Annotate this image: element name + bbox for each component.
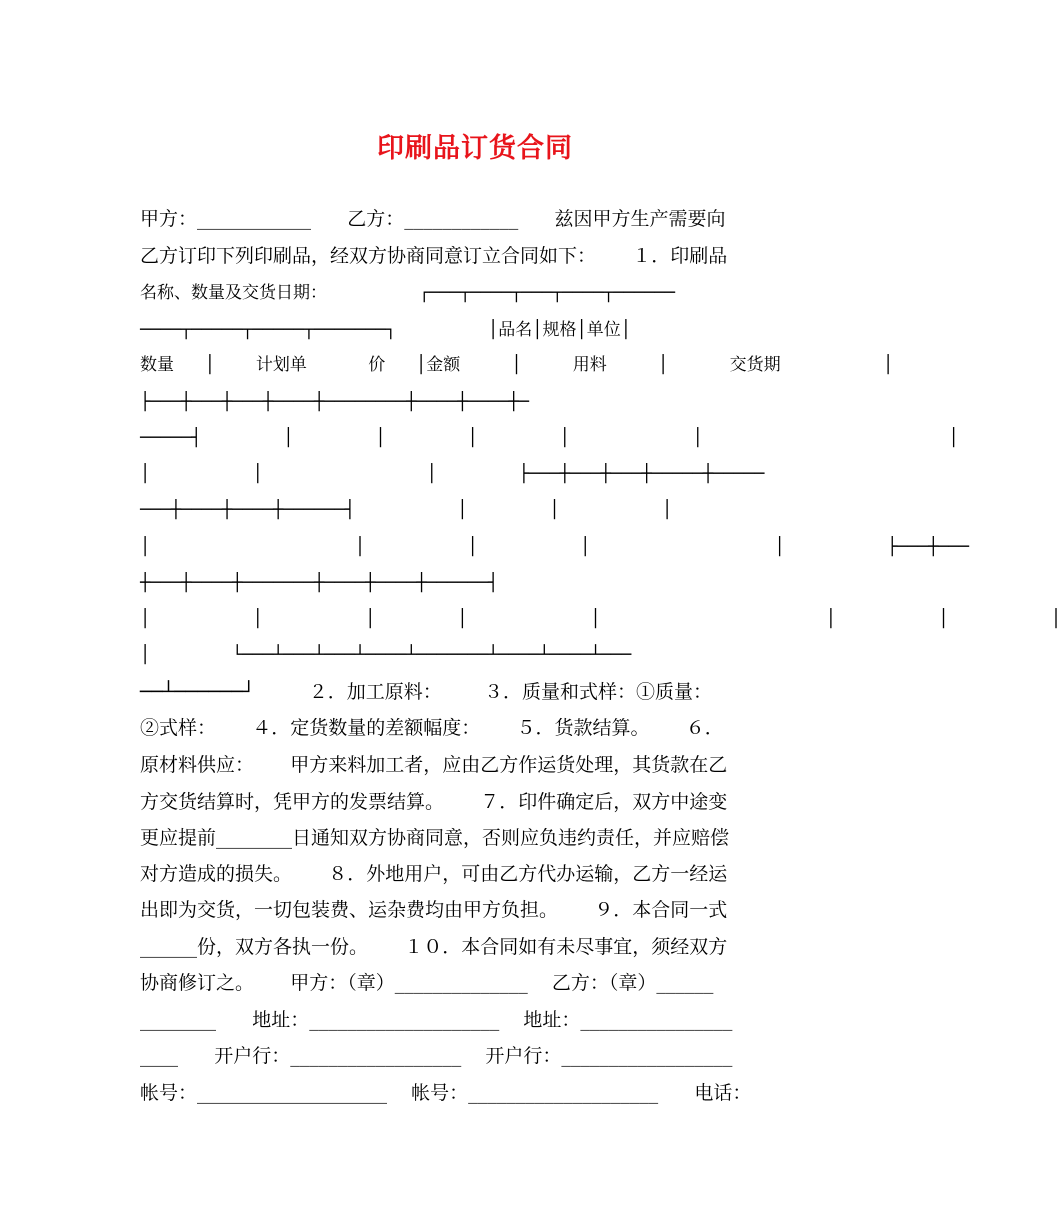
body-line-8: 对方造成的损失。 ８．外地用户，可由乙方代办运输，乙方一经运 (140, 863, 728, 885)
table-line-10: │ │ │ │ │ │ │ │ (140, 609, 1061, 629)
body-line-1: 甲方：____________ 乙方：____________ 兹因甲方生产需要向 (140, 208, 726, 230)
table-line-7: ───┼────┼────┼──────┤ │ │ │ (140, 500, 673, 520)
body-line-9: 出即为交货，一切包装费、运杂费均由甲方负担。 ９．本合同一式 (140, 899, 728, 921)
body-line-2: 乙方订印下列印刷品，经双方协商同意订立合同如下： １．印刷品 (140, 245, 728, 267)
body-line-4: ②式样： ４．定货数量的差额幅度： ５．货款结算。 ６． (140, 717, 724, 739)
body-line-11: 协商修订之。 甲方：（章）______________ 乙方：（章）______ (140, 972, 714, 994)
body-line-3: ──┴──────┘ ２．加工原料： ３．质量和式样：①质量： (140, 681, 713, 703)
table-line-6: │ │ │ ├───┼───┼───┼─────┼───── (140, 464, 765, 484)
table-line-2: ────┬─────┬─────┬───────┐ │品名│规格│单位│ (140, 320, 631, 340)
body-line-13: ____ 开户行：__________________ 开户行：__________________ (140, 1045, 733, 1067)
table-line-3: 数量 │ 计划单 价 │金额 │ 用料 │ 交货期 │ (140, 355, 894, 375)
table-line-1: 名称、数量及交货日期： ┌───┬────┬───┬────┬────── (140, 283, 675, 303)
body-line-14: 帐号：____________________ 帐号：____________________ 电话： (140, 1082, 752, 1104)
table-line-8: │ │ │ │ │ ├───┼─── (140, 537, 970, 557)
table-line-5: ─────┤ │ │ │ │ │ │ (140, 428, 959, 448)
table-line-11: │ └───┴───┴───┴────┴───────┴────┴────┴─── (140, 645, 632, 665)
body-line-12: ________ 地址：____________________ 地址：________________ (140, 1009, 733, 1031)
document-title: 印刷品订货合同 (377, 133, 573, 164)
body-line-6: 方交货结算时，凭甲方的发票结算。 ７．印件确定后，双方中途变 (140, 791, 728, 813)
body-line-5: 原材料供应： 甲方来料加工者，应由乙方作运货处理，其货款在乙 (140, 754, 728, 776)
table-line-4: ├───┼───┼───┼────┼────────┼────┼────┼─ (140, 392, 529, 412)
body-line-10: ______份，双方各执一份。 １０．本合同如有未尽事宜，须经双方 (140, 936, 728, 958)
table-line-9: ┼───┼────┼───────┼────┼────┼──────┤ (140, 573, 499, 593)
body-line-7: 更应提前________日通知双方协商同意，否则应负违约责任，并应赔偿 (140, 827, 730, 849)
